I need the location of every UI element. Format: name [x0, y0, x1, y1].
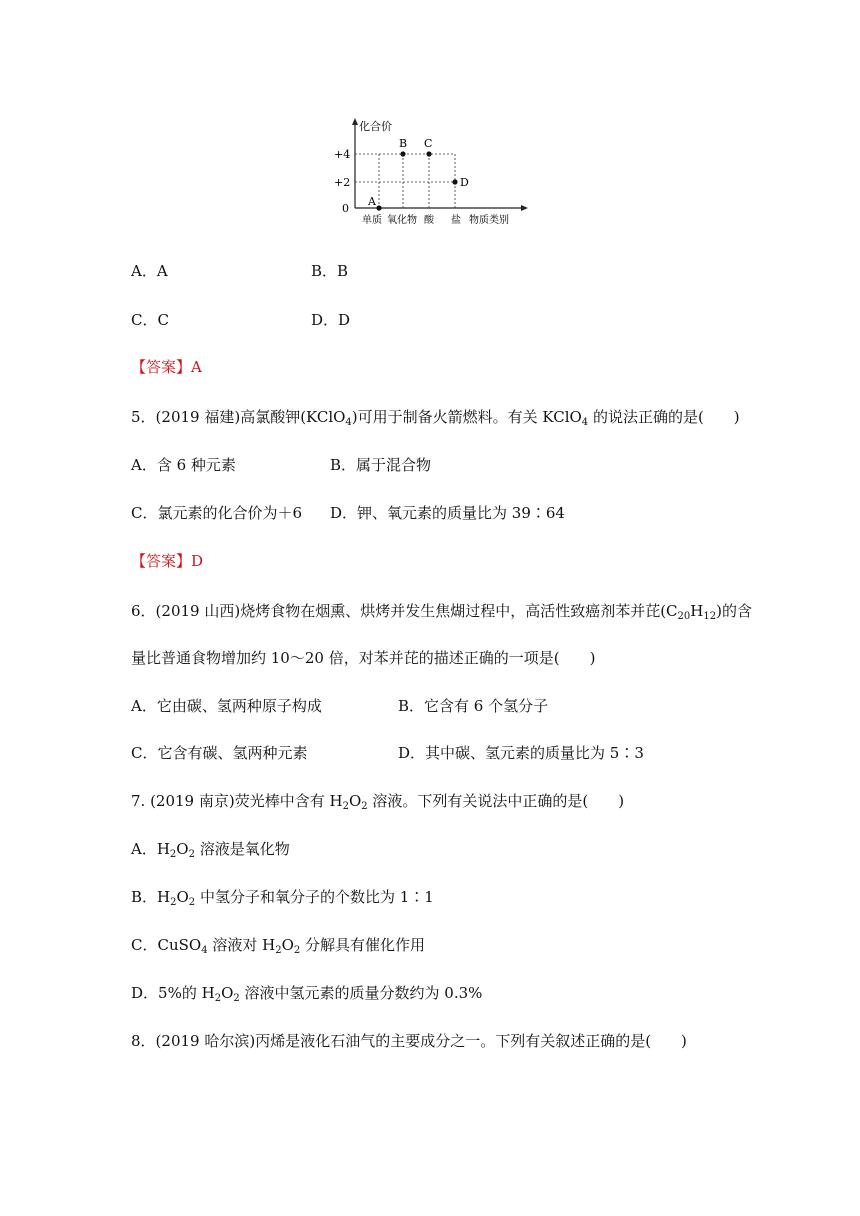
q4-answer-value: A — [191, 358, 202, 376]
q7-option-b-part: B．H — [131, 888, 171, 906]
q7-stem-part: O — [348, 792, 362, 810]
x-cat-elemental: 单质 — [362, 215, 382, 226]
q4-answer — [131, 357, 202, 377]
q7-stem-sub: 2 — [361, 801, 368, 812]
q6-option-a: A．它由碳、氢两种原子构成 — [131, 697, 322, 715]
q7-option-a-part: A．H — [131, 840, 170, 858]
y-tick-plus2: +2 — [335, 176, 351, 189]
q5-stem-part: 5．(2019 福建)高氯酸钾(KClO — [131, 408, 346, 426]
q7-option-c-sub: 2 — [293, 945, 301, 956]
q6-stem-sub: 20 — [677, 611, 691, 622]
q7-option-d-sub: 2 — [214, 993, 222, 1004]
q6-stem-sub: 12 — [703, 611, 717, 622]
point-c — [426, 151, 431, 156]
point-a — [376, 205, 381, 210]
q7-stem-part: 7. (2019 南京)荧光棒中含有 H — [131, 792, 343, 810]
q7-option-d — [131, 983, 482, 1003]
q7-option-d-part: O — [221, 984, 234, 1002]
q7-stem — [131, 791, 624, 811]
q7-option-c — [131, 935, 425, 955]
q7-option-b-sub: 2 — [188, 897, 196, 908]
q5-stem-part: 的说法正确的是( ) — [588, 408, 740, 426]
q7-option-b-sub: 2 — [170, 897, 177, 908]
q6-option-c: C．它含有碳、氢两种元素 — [131, 744, 308, 762]
x-cat-oxide: 氧化物 — [387, 215, 417, 226]
q5-stem — [131, 407, 740, 427]
y-tick-plus4: +4 — [335, 148, 351, 161]
point-label-a: A — [368, 195, 376, 208]
q6-stem-line2: 量比普通食物增加约 10～20 倍，对苯并芘的描述正确的一项是( ) — [131, 649, 596, 667]
point-label-b: B — [399, 137, 408, 150]
q8-stem: 8．(2019 哈尔滨)丙烯是液化石油气的主要成分之一。下列有关叙述正确的是( ) — [131, 1032, 687, 1050]
q4-option-b: B．B — [311, 262, 349, 280]
q7-option-a-part: 溶液是氧化物 — [194, 840, 290, 858]
q6-option-d: D．其中碳、氢元素的质量比为 5∶3 — [398, 744, 644, 762]
q6-option-b: B．它含有 6 个氢分子 — [398, 697, 549, 715]
q5-option-a: A．含 6 种元素 — [131, 456, 236, 474]
q7-stem-part: 溶液。下列有关说法中正确的是( ) — [367, 792, 625, 810]
q6-stem-part: H — [690, 602, 704, 620]
q5-stem-part: )可用于制备火箭燃料。有关 KClO — [351, 408, 582, 426]
q7-option-a — [131, 839, 290, 859]
q5-stem-sub: 4 — [581, 417, 589, 428]
q7-stem-sub: 2 — [342, 801, 349, 812]
x-axis-label: 物质类别 — [469, 215, 509, 226]
q7-option-d-part: D．5%的 H — [131, 984, 215, 1002]
y-axis-label: 化合价 — [359, 120, 392, 133]
q7-option-a-sub: 2 — [169, 849, 177, 860]
q5-answer — [131, 551, 203, 571]
valence-category-figure — [335, 114, 535, 232]
y-axis-arrow — [352, 118, 358, 125]
q6-stem-part: )的含 — [716, 602, 752, 620]
q7-option-c-part: 分解具有催化作用 — [300, 936, 426, 954]
q7-option-d-sub: 2 — [233, 993, 240, 1004]
point-b — [400, 151, 405, 156]
q5-option-d: D．钾、氧元素的质量比为 39∶64 — [330, 504, 565, 522]
q5-answer-tag: 【答案】 — [131, 552, 192, 570]
q5-stem-sub: 4 — [345, 417, 352, 428]
point-d — [452, 179, 457, 184]
point-label-d: D — [460, 176, 469, 189]
q4-option-a: A．A — [131, 262, 168, 280]
q7-option-c-sub: 4 — [201, 945, 208, 956]
q7-option-b — [131, 887, 434, 907]
x-cat-salt: 盐 — [451, 215, 461, 226]
q4-option-c: C．C — [131, 311, 169, 329]
q6-stem-line1 — [131, 601, 752, 621]
q7-option-c-part: O — [281, 936, 294, 954]
q5-option-b: B．属于混合物 — [330, 456, 432, 474]
q7-option-d-part: 溶液中氢元素的质量分数约为 0.3% — [239, 984, 483, 1002]
x-axis-arrow — [521, 205, 528, 211]
q7-option-c-part: 溶液对 H — [207, 936, 276, 954]
q5-answer-value: D — [191, 552, 204, 570]
q4-answer-tag: 【答案】 — [131, 358, 192, 376]
q7-option-a-part: O — [176, 840, 189, 858]
q7-option-a-sub: 2 — [188, 849, 195, 860]
q5-option-c: C．氯元素的化合价为＋6 — [131, 504, 303, 522]
q7-option-b-part: 中氢分子和氧分子的个数比为 1∶1 — [195, 888, 434, 906]
point-label-c: C — [424, 137, 433, 150]
valence-chart — [335, 114, 535, 232]
x-cat-acid: 酸 — [424, 215, 434, 226]
q4-option-d: D．D — [311, 311, 351, 329]
q7-option-c-sub: 2 — [275, 945, 282, 956]
q6-stem-part: 6．(2019 山西)烧烤食物在烟熏、烘烤并发生焦煳过程中，高活性致癌剂苯并芘(C — [131, 602, 678, 620]
y-tick-zero: 0 — [342, 202, 349, 215]
q7-option-b-part: O — [176, 888, 189, 906]
q7-option-c-part: C．CuSO — [131, 936, 202, 954]
